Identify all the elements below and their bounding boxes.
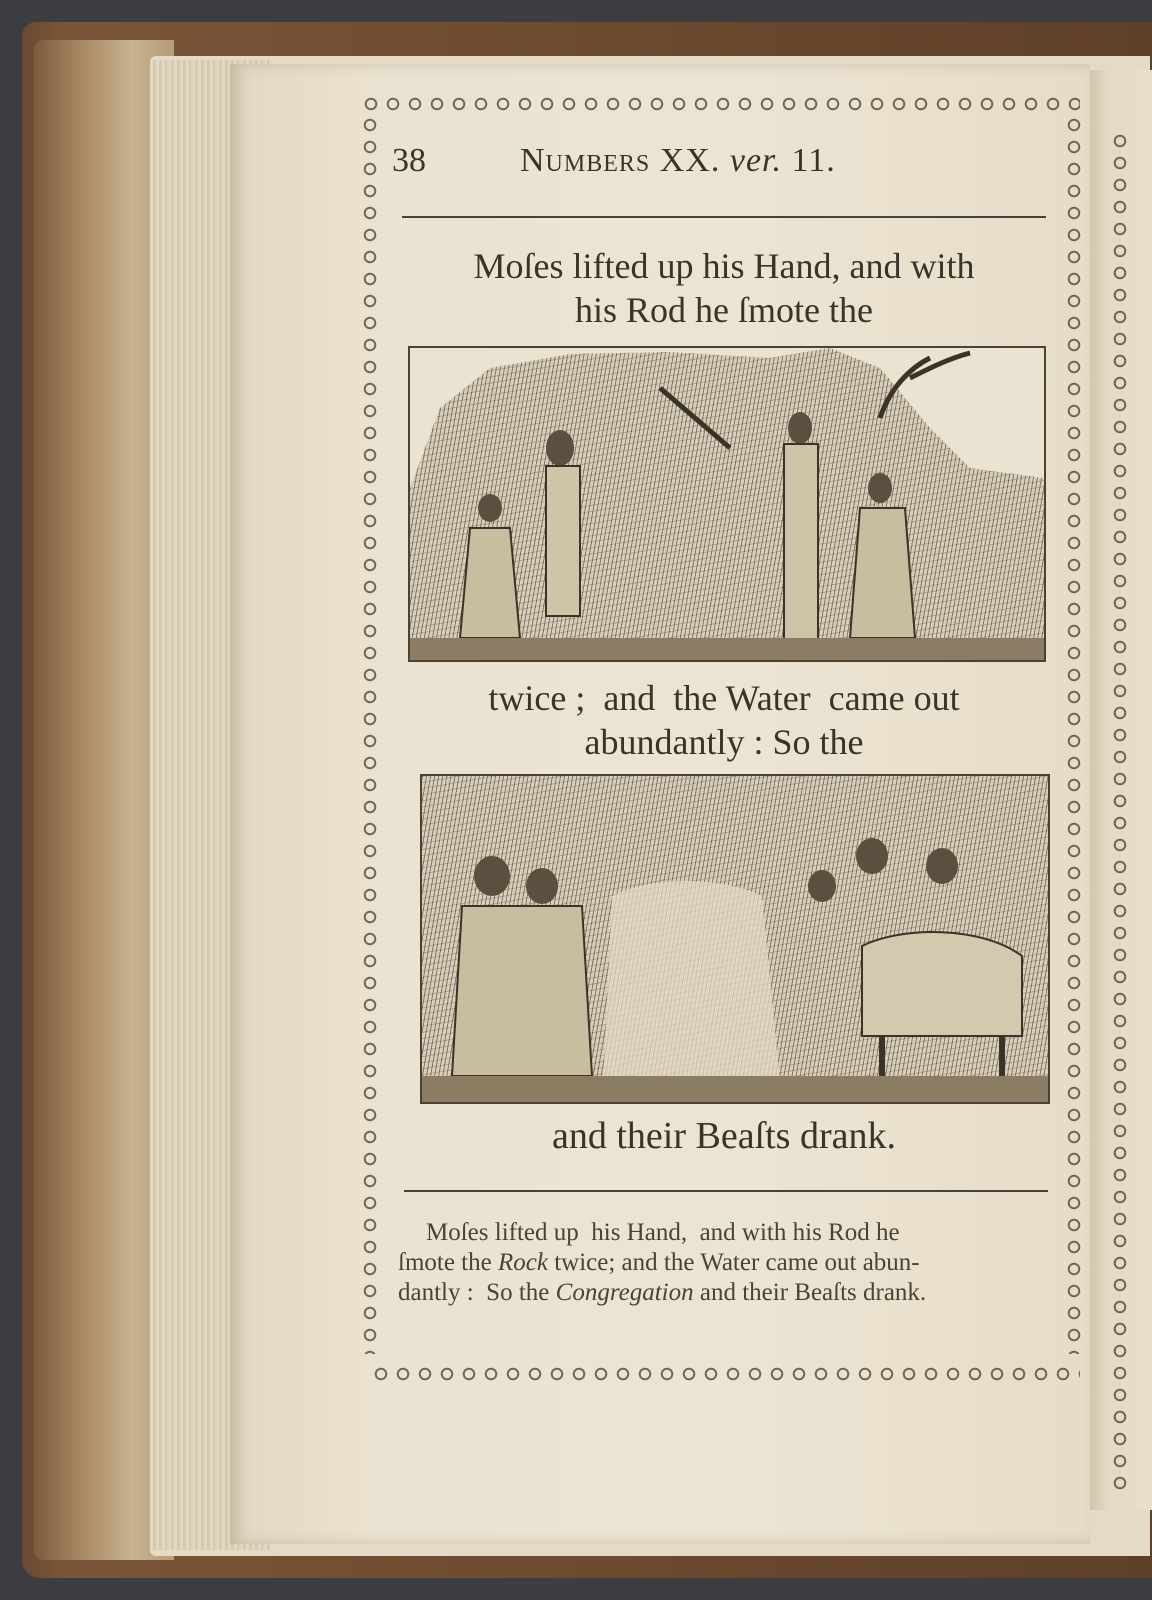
running-header — [520, 142, 836, 180]
ornament-top-border — [360, 94, 1080, 114]
woodcut-moses-strikes-rock — [408, 346, 1046, 662]
facing-page-ornament — [1110, 130, 1130, 1490]
verse-footnote — [398, 1218, 1058, 1308]
footnote-word-congregation: Congregation — [555, 1279, 694, 1306]
footnote-line1: Moſes lifted up his Hand, and with his Rod he — [426, 1219, 900, 1246]
caption-middle-line2: abundantly : So the — [584, 722, 864, 762]
caption-bottom: and their Beaſts drank. — [551, 1115, 896, 1157]
footnote-line2-end: twice; and the Water came out abun- — [547, 1249, 920, 1276]
caption-top-line1: Moſes lifted up his Hand, and with — [473, 246, 975, 286]
caption-top — [402, 244, 1046, 332]
footer-rule — [404, 1190, 1048, 1192]
header-rule — [402, 216, 1046, 218]
woodcut-illustration-2 — [422, 776, 1048, 1102]
header-ver-label: ver. — [729, 142, 783, 179]
woodcut-congregation-drinks — [420, 774, 1050, 1104]
header-verse: 11. — [791, 142, 836, 179]
page-number: 38 — [392, 142, 426, 179]
ornament-bottom-border — [370, 1364, 1080, 1384]
facing-page-edge — [1088, 70, 1152, 1510]
caption-middle — [402, 676, 1046, 764]
ornament-left-border — [360, 114, 380, 1354]
caption-top-line2: his Rod he ſmote the — [575, 290, 873, 330]
footnote-line3-start: dantly : So the — [398, 1279, 556, 1306]
footnote-line2 — [398, 1248, 1058, 1278]
header-book: Numbers — [520, 142, 651, 179]
header-chapter: XX. — [659, 142, 721, 179]
footnote-word-rock: Rock — [497, 1249, 548, 1276]
footnote-line3-end: and their Beaſts drank. — [693, 1279, 927, 1306]
caption-middle-line1: twice ; and the Water came out — [488, 678, 960, 718]
footnote-line3 — [398, 1278, 1058, 1308]
footnote-line2-start: ſmote the — [398, 1249, 498, 1276]
ornament-right-border — [1064, 114, 1084, 1354]
woodcut-illustration-1 — [410, 348, 1044, 660]
